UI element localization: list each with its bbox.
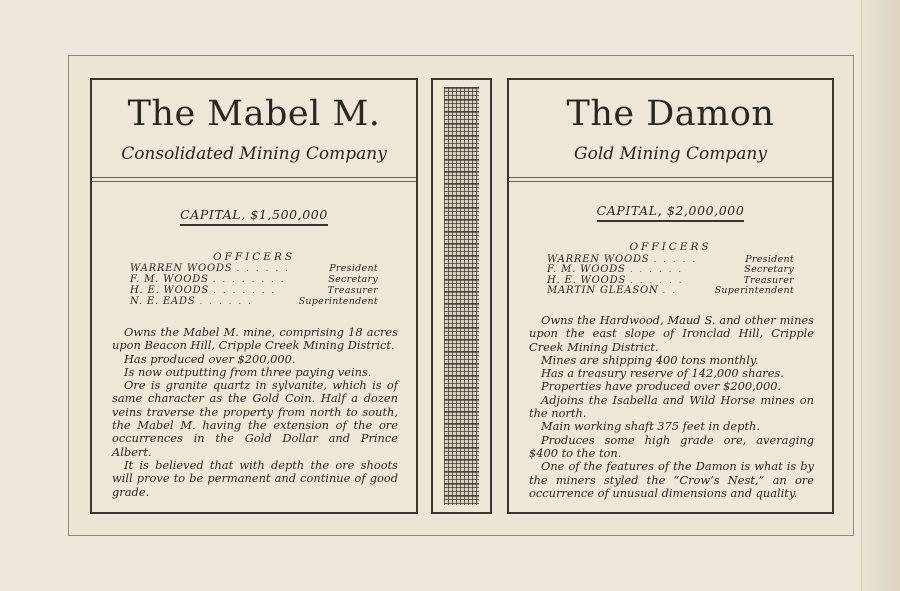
paragraph: Owns the Mabel M. mine, comprising 18 acres upon Beacon Hill, Cripple Creek Mining District. bbox=[112, 325, 398, 353]
mabel-m-panel bbox=[90, 78, 418, 514]
officer-row bbox=[130, 263, 378, 274]
paragraph: One of the features of the Damon is what is by the miners styled the “Crow’s Nest,” an ore occurrence of unusual dimensions and quality. bbox=[529, 459, 814, 500]
panel-subtitle: Gold Mining Company bbox=[574, 144, 767, 164]
officers-heading: OFFICERS bbox=[212, 251, 296, 263]
panel-subtitle: Consolidated Mining Company bbox=[121, 144, 387, 164]
plaid-ornament-panel bbox=[431, 78, 492, 514]
panel-title: The Mabel M. bbox=[127, 94, 381, 134]
divider-rule bbox=[509, 177, 832, 182]
officer-row bbox=[130, 296, 378, 307]
officer-row bbox=[547, 285, 794, 296]
page-edge bbox=[861, 0, 900, 591]
paragraph: Has a treasury reserve of 142,000 shares. bbox=[541, 366, 784, 381]
officer-role: Secretary bbox=[744, 264, 794, 275]
paragraph: Owns the Hardwood, Maud S. and other mines upon the east slope of Ironclad Hill, Cripple Creek Mining District. bbox=[529, 313, 814, 354]
paragraph: Adjoins the Isabella and Wild Horse mines on the north. bbox=[529, 392, 814, 421]
plaid-pattern bbox=[444, 87, 479, 505]
paragraph: Has produced over $200,000. bbox=[124, 351, 296, 366]
paragraph: Is now outputting from three paying veins. bbox=[124, 364, 372, 379]
officer-role: Superintendent bbox=[714, 285, 794, 296]
paragraph: Properties have produced over $200,000. bbox=[541, 379, 782, 394]
capital-text: CAPITAL, $2,000,000 bbox=[597, 203, 745, 222]
damon-panel bbox=[507, 78, 834, 514]
leader-dots: . . . . . . bbox=[236, 264, 290, 274]
officer-role: Treasurer bbox=[327, 285, 378, 296]
leader-dots: . . bbox=[662, 286, 678, 296]
leader-dots: . . . . . bbox=[653, 255, 698, 265]
officer-role: Superintendent bbox=[298, 296, 378, 307]
paragraph: Mines are shipping 400 tons monthly. bbox=[541, 352, 759, 367]
divider-rule bbox=[92, 177, 416, 182]
officer-name: F. M. WOODS bbox=[130, 274, 209, 285]
panel-title: The Damon bbox=[566, 94, 775, 134]
officer-row bbox=[130, 285, 378, 296]
leader-dots: . . . . . . bbox=[630, 276, 684, 286]
capital-line bbox=[509, 203, 832, 222]
officer-name: WARREN WOODS bbox=[130, 263, 233, 274]
leader-dots: . . . . . . . . bbox=[212, 275, 286, 285]
officer-name: N. E. EADS bbox=[130, 296, 196, 307]
officer-name: H. E. WOODS bbox=[130, 285, 210, 296]
capital-line bbox=[92, 207, 416, 226]
capital-text: CAPITAL, $1,500,000 bbox=[180, 207, 328, 226]
officer-role: President bbox=[329, 263, 378, 274]
officer-name: F. M. WOODS bbox=[547, 264, 626, 275]
description-text bbox=[112, 326, 398, 499]
paragraph: It is believed that with depth the ore shoots will prove to be permanent and continue of good grade. bbox=[112, 457, 398, 499]
leader-dots: . . . . . . bbox=[629, 265, 684, 275]
paragraph: Ore is granite quartz in sylvanite, which is of same character as the Gold Coin. Half a dozen veins traverse the property from north to south, the Mabel M. having the extension of the ore occurrences in the Gold Dollar and Prince Albert. bbox=[112, 378, 398, 459]
description-text bbox=[529, 314, 814, 500]
officer-name: MARTIN GLEASON bbox=[547, 285, 659, 296]
officers-heading: OFFICERS bbox=[629, 241, 712, 253]
leader-dots: . . . . . . . bbox=[213, 286, 277, 296]
officer-name: WARREN WOODS bbox=[547, 254, 650, 265]
officer-row bbox=[547, 264, 794, 275]
officer-role: Secretary bbox=[328, 274, 378, 285]
paragraph: Main working shaft 375 feet in depth. bbox=[541, 419, 761, 434]
leader-dots: . . . . . . bbox=[199, 297, 253, 307]
officer-name: H. E. WOODS bbox=[547, 275, 627, 286]
officer-role: President bbox=[745, 254, 794, 265]
officer-row bbox=[130, 274, 378, 285]
officer-role: Treasurer bbox=[743, 275, 794, 286]
paragraph: Produces some high grade ore, averaging $400 to the ton. bbox=[529, 432, 814, 460]
